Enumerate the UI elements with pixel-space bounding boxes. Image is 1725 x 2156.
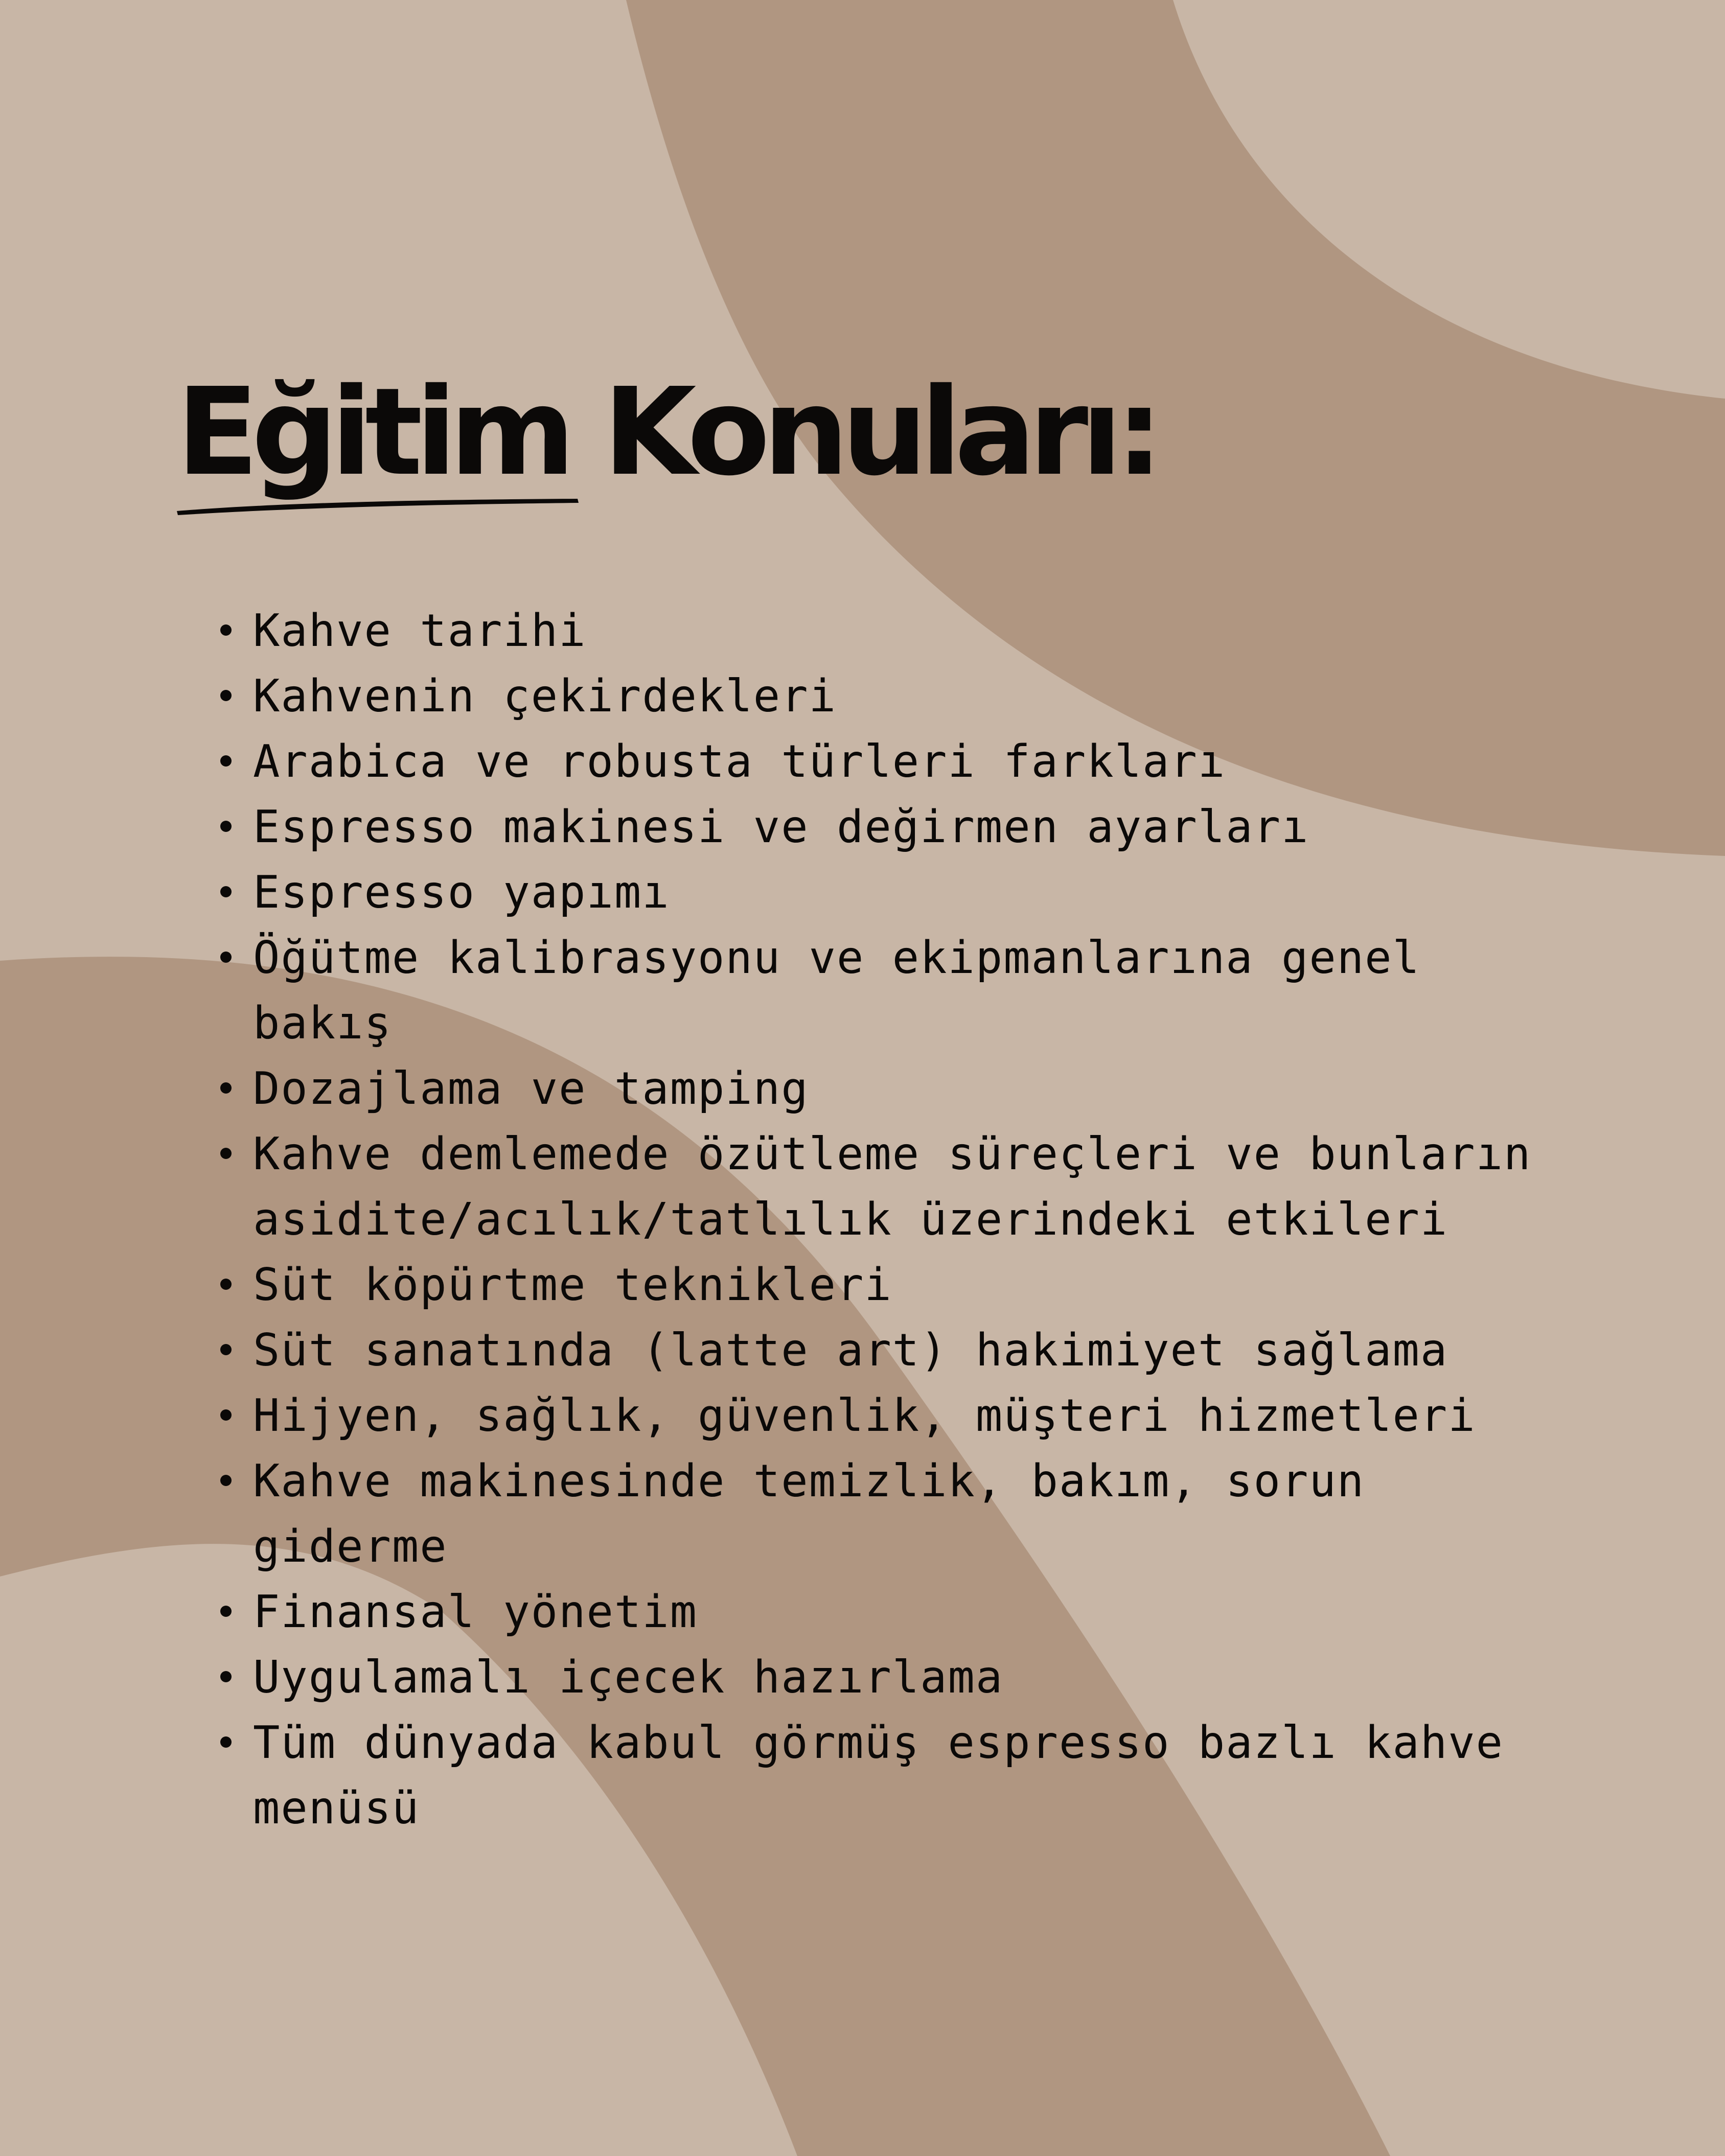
topic-list — [215, 598, 1582, 1841]
topic-item: Öğütme kalibrasyonu ve ekipmanlarına genel bakış — [253, 925, 1582, 1056]
topic-item: Uygulamalı içecek hazırlama — [253, 1644, 1582, 1710]
topic-item: Kahvenin çekirdekleri — [253, 663, 1582, 729]
topic-item: Süt köpürtme teknikleri — [253, 1252, 1582, 1317]
topic-item: Kahve tarihi — [253, 598, 1582, 663]
topic-item: Tüm dünyada kabul görmüş espresso bazlı kahve menüsü — [253, 1710, 1582, 1841]
topic-item: Espresso yapımı — [253, 860, 1582, 925]
topic-item: Hijyen, sağlık, güvenlik, müşteri hizmetleri — [253, 1383, 1582, 1448]
topic-item: Finansal yönetim — [253, 1579, 1582, 1644]
topic-item: Kahve makinesinde temizlik, bakım, sorun giderme — [253, 1448, 1582, 1579]
title-underline-stroke — [174, 491, 583, 516]
topic-item: Arabica ve robusta türleri farkları — [253, 729, 1582, 794]
topic-item: Dozajlama ve tamping — [253, 1056, 1582, 1121]
page-title: Eğitim Konuları: — [176, 362, 1157, 502]
topic-item: Kahve demlemede özütleme süreçleri ve bunların asidite/acılık/tatlılık üzerindeki etkileri — [253, 1121, 1582, 1252]
topic-item: Espresso makinesi ve değirmen ayarları — [253, 794, 1582, 860]
topic-item: Süt sanatında (latte art) hakimiyet sağlama — [253, 1317, 1582, 1383]
